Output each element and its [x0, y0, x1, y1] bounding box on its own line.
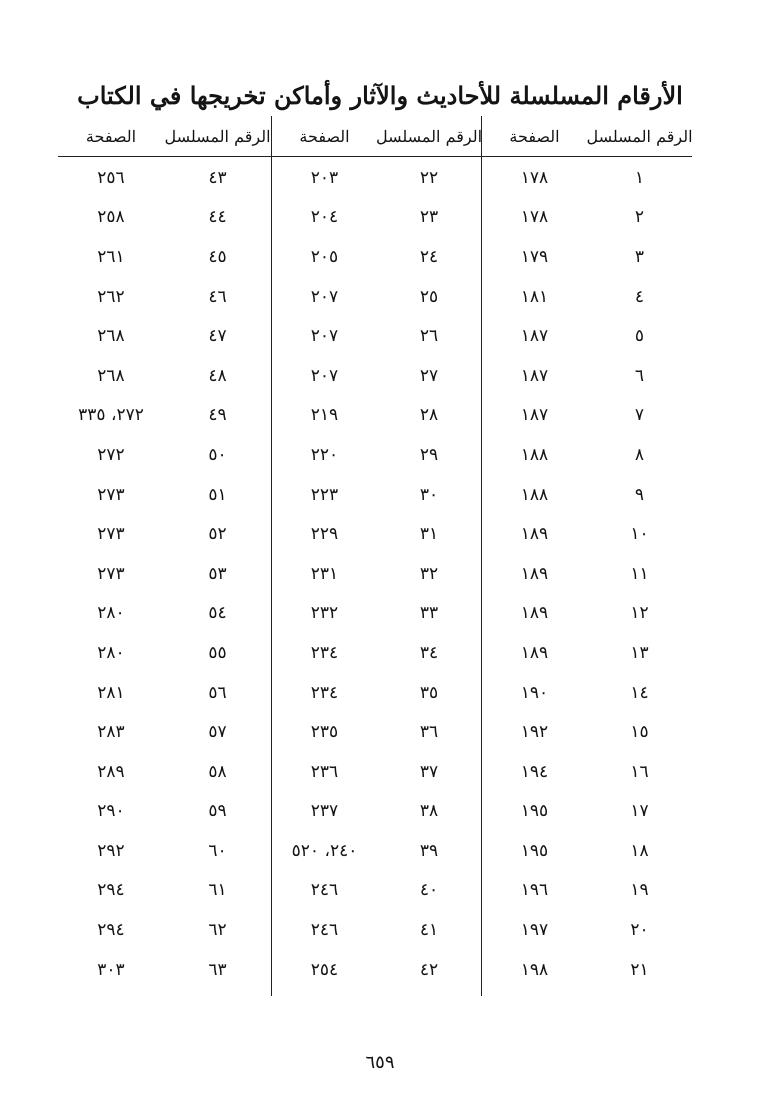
- serial-number-cell: ٧: [634, 405, 645, 426]
- serial-number-cell: ٥١: [208, 484, 227, 505]
- page-number-cell: ٢٦٨: [97, 365, 125, 386]
- serial-number-cell: ٥٥: [208, 642, 227, 663]
- serial-number-cell: ٥٨: [208, 761, 227, 782]
- table-row: [272, 910, 481, 950]
- table-row: [482, 910, 692, 950]
- page-number-cell: ٢٧٢، ٣٣٥: [78, 405, 144, 426]
- page-number-cell: ٢٧٣: [97, 524, 125, 545]
- page-number-cell: ٢٢٣: [310, 484, 339, 505]
- page-number-cell: ١٨٩: [520, 642, 549, 663]
- serial-number-cell: ٣٧: [419, 761, 439, 782]
- page-number-cell: ٢٨٠: [97, 603, 125, 624]
- serial-number-cell: ٥٢: [208, 524, 227, 545]
- serial-number-cell: ٦١: [208, 880, 227, 901]
- table-row: [482, 316, 692, 356]
- page-number-cell: ١٨٩: [520, 563, 549, 584]
- serial-number-cell: ١٤: [630, 682, 649, 703]
- page-number-cell: ٢٩٠: [97, 801, 125, 822]
- page-number-cell: ٢٨٠: [97, 642, 125, 663]
- serial-number-cell: ٢٩: [419, 444, 439, 465]
- page-number-cell: ١٨٧: [520, 405, 549, 426]
- table-row: [482, 356, 692, 396]
- table-row: [58, 831, 271, 871]
- table-row: [272, 633, 481, 673]
- serial-number-cell: ٤١: [419, 920, 439, 941]
- page-number-cell: ٢٤٦: [310, 880, 339, 901]
- table-row: [58, 554, 271, 594]
- serial-number-cell: ٦٢: [208, 920, 227, 941]
- page-number-cell: ١٨٨: [520, 444, 549, 465]
- serial-number-cell: ٦٣: [208, 959, 227, 980]
- serial-column-header: الرقم المسلسل: [164, 126, 271, 146]
- serial-number-cell: ٥: [634, 326, 645, 347]
- serial-number-cell: ٤٣: [208, 167, 227, 188]
- table-row: [482, 673, 692, 713]
- page-number-cell: ١٧٨: [520, 207, 549, 228]
- serial-number-cell: ٤٧: [208, 326, 227, 347]
- table-row: [482, 277, 692, 317]
- table-row: [482, 871, 692, 911]
- page-number-cell: ٢٠٥: [310, 246, 339, 267]
- page-number-cell: ٢٩٤: [97, 880, 125, 901]
- table-row: [58, 950, 271, 990]
- table-row: [272, 237, 481, 277]
- page-number-cell: ١٨١: [520, 286, 549, 307]
- serial-number-cell: ٢٧: [419, 365, 439, 386]
- serial-number-cell: ٢١: [630, 959, 649, 980]
- serial-number-cell: ١٢: [630, 603, 649, 624]
- page-number-cell: ١٨٧: [520, 326, 549, 347]
- page-number-cell: ٢٣٥: [310, 722, 339, 743]
- serial-number-cell: ٤٥: [208, 246, 227, 267]
- serial-number-cell: ١: [634, 167, 645, 188]
- page-column-header: الصفحة: [509, 126, 560, 146]
- table-row: [482, 950, 692, 990]
- table-row: [272, 198, 481, 238]
- header-rule: [482, 156, 692, 157]
- serial-number-cell: ٣٥: [419, 682, 439, 703]
- table-row: [482, 633, 692, 673]
- table-row: [272, 594, 481, 634]
- serial-number-cell: ٢٠: [630, 920, 649, 941]
- table-row: [58, 396, 271, 436]
- table-row: [272, 396, 481, 436]
- serial-number-cell: ٤٢: [419, 959, 439, 980]
- table-row: [482, 396, 692, 436]
- page-number-cell: ١٩٦: [520, 880, 549, 901]
- serial-number-cell: ٦٠: [208, 840, 227, 861]
- table-row: [482, 237, 692, 277]
- serial-number-cell: ٤٩: [208, 405, 227, 426]
- page-number-cell: ٢٣٦: [310, 761, 339, 782]
- page-number-cell: ٣٠٣: [97, 959, 125, 980]
- serial-number-cell: ٣٤: [419, 642, 439, 663]
- table-row: [482, 475, 692, 515]
- header-rule: [272, 156, 481, 157]
- serial-number-cell: ٥٧: [208, 722, 227, 743]
- table-row: [58, 316, 271, 356]
- table-row: [482, 792, 692, 832]
- page-number: ٦٥٩: [365, 1052, 395, 1073]
- row-list: [58, 158, 271, 989]
- page-number-cell: ٢٨٩: [97, 761, 125, 782]
- page-number-cell: ٢٩٢: [97, 840, 125, 861]
- table-row: [272, 752, 481, 792]
- serial-number-cell: ١٨: [630, 840, 649, 861]
- table-row: [482, 198, 692, 238]
- table-row: [58, 514, 271, 554]
- serial-number-cell: ٢٦: [419, 326, 439, 347]
- serial-column-header: الرقم المسلسل: [375, 126, 483, 146]
- page-number-cell: ١٩٤: [520, 761, 549, 782]
- page-number-cell: ١٩٧: [520, 920, 549, 941]
- page-number-cell: ٢٤٠، ٥٢٠: [291, 840, 358, 861]
- page-number-cell: ٢٧٣: [97, 563, 125, 584]
- column-divider: [271, 116, 272, 996]
- column-group-1: [482, 116, 692, 996]
- page-column-header: الصفحة: [85, 126, 137, 146]
- serial-number-cell: ٤٤: [208, 207, 227, 228]
- page-number-cell: ٢١٩: [310, 405, 339, 426]
- table-row: [272, 514, 481, 554]
- table-row: [272, 950, 481, 990]
- page-number-cell: ١٨٩: [520, 524, 549, 545]
- page-number-cell: ٢٤٦: [310, 920, 339, 941]
- column-group-3: [58, 116, 271, 996]
- serial-number-cell: ٣٩: [419, 840, 439, 861]
- page-number-cell: ١٧٩: [520, 246, 549, 267]
- page-number-cell: ١٨٨: [520, 484, 549, 505]
- page-number-cell: ٢٧٣: [97, 484, 125, 505]
- serial-number-cell: ٥٩: [208, 801, 227, 822]
- serial-number-cell: ٥٤: [208, 603, 227, 624]
- serial-number-cell: ٤٨: [208, 365, 227, 386]
- page-number-cell: ٢٨١: [97, 682, 125, 703]
- serial-number-cell: ٥٦: [208, 682, 227, 703]
- page-column-header: الصفحة: [299, 126, 350, 146]
- page-number-cell: ٢٠٣: [310, 167, 339, 188]
- serial-number-cell: ١٥: [630, 722, 649, 743]
- table-row: [272, 435, 481, 475]
- page-number-cell: ٢٦١: [97, 246, 125, 267]
- table-row: [272, 158, 481, 198]
- table-row: [58, 712, 271, 752]
- table-row: [58, 792, 271, 832]
- serial-number-cell: ٤: [634, 286, 645, 307]
- table-row: [58, 871, 271, 911]
- row-list: [272, 158, 481, 989]
- page-number-cell: ١٨٩: [520, 603, 549, 624]
- page-number-cell: ٢٧٢: [97, 444, 125, 465]
- serial-number-cell: ١١: [630, 563, 649, 584]
- table-row: [272, 831, 481, 871]
- table-row: [272, 673, 481, 713]
- page-number-cell: ٢٣٤: [310, 642, 339, 663]
- table-row: [58, 277, 271, 317]
- page-number-cell: ٢٣٧: [310, 801, 339, 822]
- table-row: [482, 594, 692, 634]
- table-row: [482, 831, 692, 871]
- page-number-cell: ٢٠٧: [310, 326, 339, 347]
- serial-number-cell: ٣١: [419, 524, 439, 545]
- table-row: [482, 435, 692, 475]
- column-divider: [481, 116, 482, 996]
- serial-number-cell: ٢٣: [419, 207, 439, 228]
- table-row: [482, 554, 692, 594]
- serial-number-cell: ٢٤: [419, 246, 439, 267]
- page-number-cell: ٢٥٦: [97, 167, 125, 188]
- table-row: [272, 316, 481, 356]
- page-number-cell: ١٩٥: [520, 801, 549, 822]
- table-row: [272, 356, 481, 396]
- serial-number-cell: ٢: [634, 207, 645, 228]
- page-number-cell: ١٩٥: [520, 840, 549, 861]
- table-row: [58, 910, 271, 950]
- table-row: [272, 871, 481, 911]
- column-group-2: [272, 116, 481, 996]
- serial-column-header: الرقم المسلسل: [586, 126, 693, 146]
- table-row: [58, 633, 271, 673]
- page-number-cell: ٢٥٤: [310, 959, 339, 980]
- serial-number-cell: ١٩: [630, 880, 649, 901]
- serial-number-cell: ٤٠: [419, 880, 439, 901]
- page-number-cell: ٢٦٢: [97, 286, 125, 307]
- page-number-cell: ١٧٨: [520, 167, 549, 188]
- table-row: [58, 198, 271, 238]
- table-row: [272, 554, 481, 594]
- serial-number-cell: ٣٢: [419, 563, 439, 584]
- table-row: [482, 752, 692, 792]
- page-title: الأرقام المسلسلة للأحاديث والآثار وأماكن تخريجها في الكتاب: [77, 81, 683, 110]
- table-row: [58, 475, 271, 515]
- page-number-cell: ٢٦٨: [97, 326, 125, 347]
- serial-number-cell: ٤٦: [208, 286, 227, 307]
- serial-number-cell: ٢٨: [419, 405, 439, 426]
- page-number-cell: ٢٠٧: [310, 365, 339, 386]
- page-number-cell: ٢٣٤: [310, 682, 339, 703]
- page-number-cell: ٢٥٨: [97, 207, 125, 228]
- serial-number-cell: ٢٥: [419, 286, 439, 307]
- serial-number-cell: ١٧: [630, 801, 649, 822]
- page-number-cell: ٢٩٤: [97, 920, 125, 941]
- table-row: [272, 475, 481, 515]
- serial-number-cell: ١٣: [630, 642, 649, 663]
- page-number-cell: ١٨٧: [520, 365, 549, 386]
- table-row: [482, 514, 692, 554]
- table-row: [482, 158, 692, 198]
- table-row: [58, 237, 271, 277]
- table-row: [58, 158, 271, 198]
- serial-number-cell: ٣٣: [419, 603, 439, 624]
- table-row: [58, 752, 271, 792]
- page-number-cell: ٢٣١: [310, 563, 339, 584]
- table-row: [482, 712, 692, 752]
- serial-number-cell: ٥٣: [208, 563, 227, 584]
- page-number-cell: ١٩٠: [520, 682, 549, 703]
- page-number-cell: ٢٠٤: [310, 207, 339, 228]
- serial-number-cell: ٨: [634, 444, 645, 465]
- serial-number-cell: ١٠: [630, 524, 649, 545]
- row-list: [482, 158, 692, 989]
- serial-number-cell: ٣٨: [419, 801, 439, 822]
- serial-number-cell: ١٦: [630, 761, 649, 782]
- serial-number-cell: ٢٢: [419, 167, 439, 188]
- page-number-cell: ٢٢٠: [310, 444, 339, 465]
- serial-index-table: [58, 116, 692, 996]
- serial-number-cell: ٦: [634, 365, 645, 386]
- header-rule: [58, 156, 271, 157]
- page-number-cell: ٢٢٩: [310, 524, 339, 545]
- table-row: [58, 435, 271, 475]
- page-number-cell: ١٩٢: [520, 722, 549, 743]
- table-row: [272, 712, 481, 752]
- page-number-cell: ٢٠٧: [310, 286, 339, 307]
- page-number-cell: ٢٨٣: [97, 722, 125, 743]
- page-number-cell: ٢٣٢: [310, 603, 339, 624]
- serial-number-cell: ٥٠: [208, 444, 227, 465]
- serial-number-cell: ٩: [634, 484, 645, 505]
- table-row: [272, 277, 481, 317]
- table-row: [58, 356, 271, 396]
- table-row: [58, 673, 271, 713]
- serial-number-cell: ٣: [634, 246, 645, 267]
- serial-number-cell: ٣٦: [419, 722, 439, 743]
- serial-number-cell: ٣٠: [419, 484, 439, 505]
- page-number-cell: ١٩٨: [520, 959, 549, 980]
- table-row: [272, 792, 481, 832]
- table-row: [58, 594, 271, 634]
